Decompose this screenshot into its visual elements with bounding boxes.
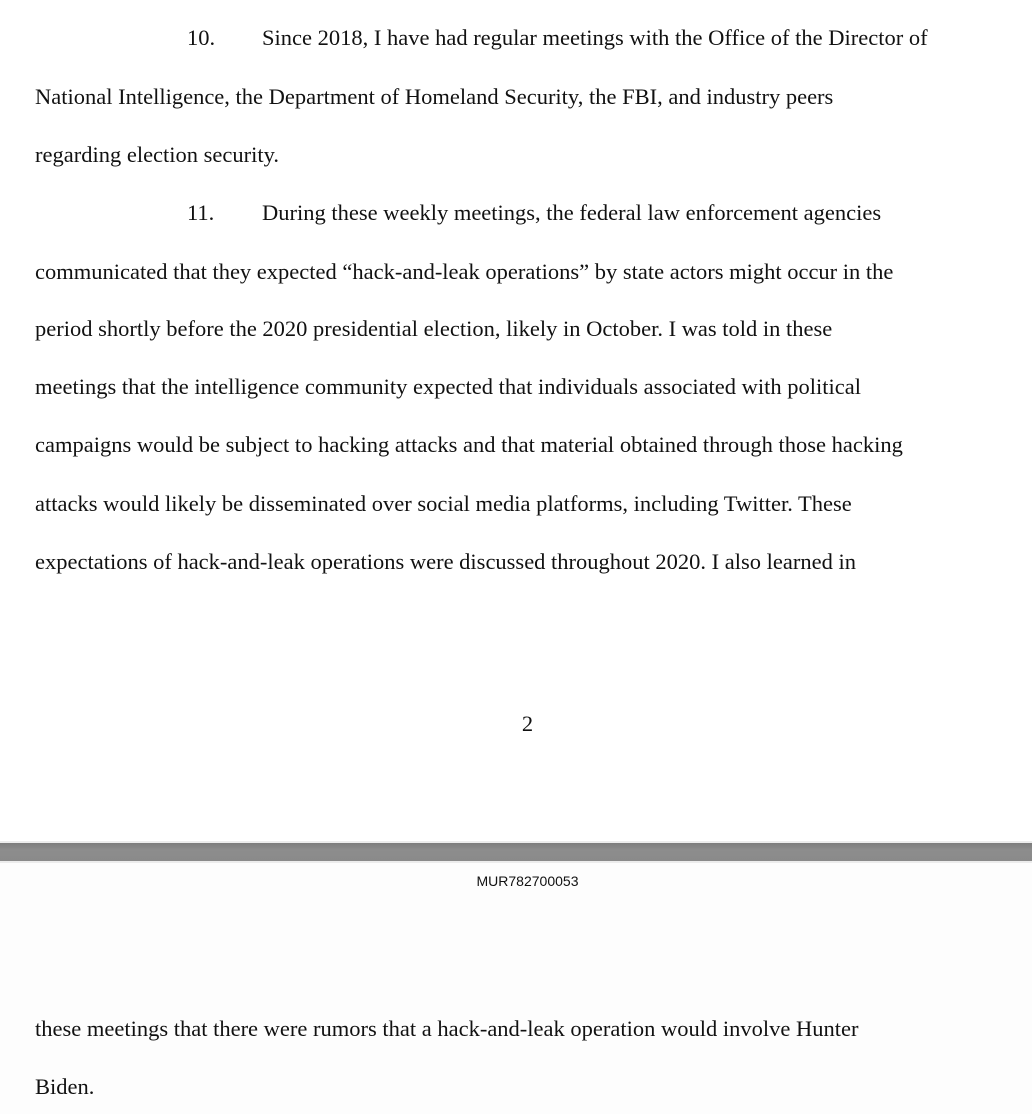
- page-separator: [0, 841, 1032, 863]
- paragraph-11-line-1: During these weekly meetings, the federal law enforcement agencies: [262, 200, 882, 225]
- page-3-line-1: these meetings that there were rumors that a hack-and-leak operation would involve Hunter: [35, 1016, 859, 1041]
- paragraph-number-11: 11.: [187, 200, 215, 225]
- paragraph-10-line-1: Since 2018, I have had regular meetings with the Office of the Director of: [262, 25, 928, 50]
- paragraph-10-line-3: regarding election security.: [35, 142, 280, 167]
- paragraph-11-line-4: meetings that the intelligence community expected that individuals associated with political: [35, 374, 862, 399]
- paragraph-11-line-3: period shortly before the 2020 presidential election, likely in October. I was told in these: [35, 316, 833, 341]
- document-page-3: [0, 863, 1032, 1114]
- paragraph-10-line-2: National Intelligence, the Department of Homeland Security, the FBI, and industry peers: [35, 84, 834, 109]
- page-3-line-2: Biden.: [35, 1074, 95, 1099]
- paragraph-11-line-2: communicated that they expected “hack-and-leak operations” by state actors might occur in the: [35, 259, 894, 284]
- paragraph-11-line-5: campaigns would be subject to hacking attacks and that material obtained through those hacking: [35, 432, 903, 457]
- page-separator-bar: [0, 843, 1032, 861]
- paragraph-number-10: 10.: [187, 25, 216, 50]
- paragraph-11-line-7: expectations of hack-and-leak operations were discussed throughout 2020. I also learned in: [35, 549, 856, 574]
- paragraph-11-line-6: attacks would likely be disseminated over social media platforms, including Twitter. These: [35, 491, 852, 516]
- bates-number: MUR782700053: [476, 873, 579, 889]
- page-number: 2: [521, 711, 534, 736]
